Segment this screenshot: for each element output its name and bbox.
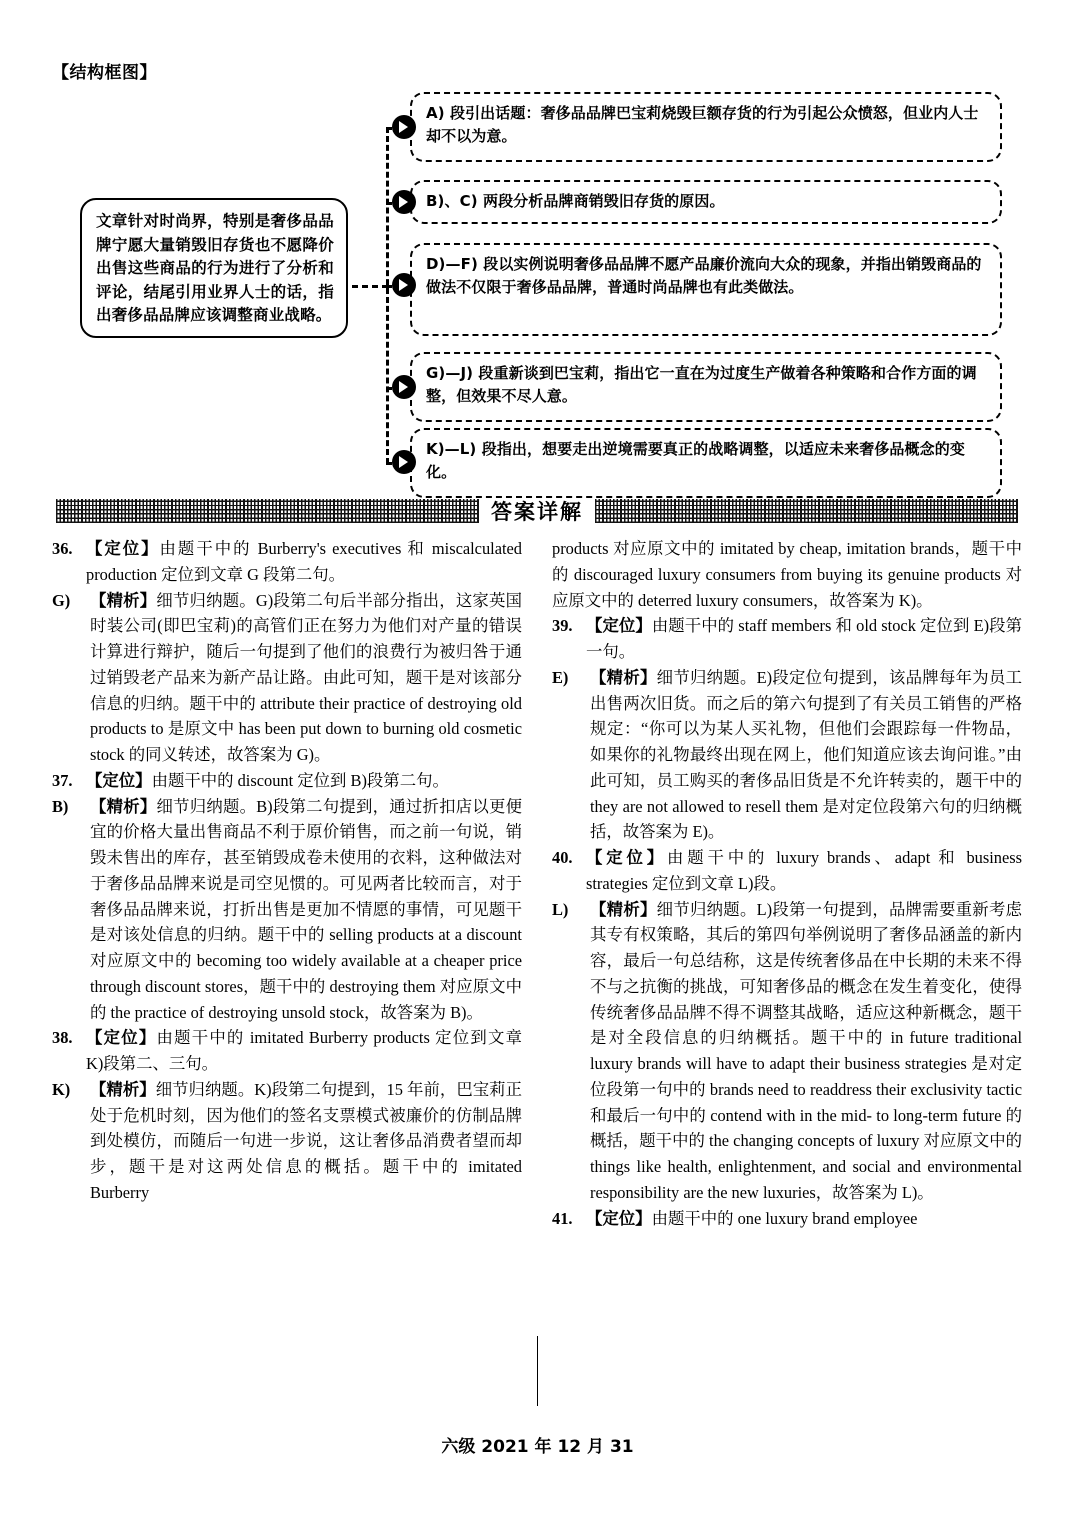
- item-number: 38.: [52, 1028, 73, 1048]
- item-text: 细节归纳题。E)段定位句提到，该品牌每年为员工出售两次旧货。而之后的第六句提到了有关员工销售的严格规定：“你可以为某人买礼物，但他们会跟踪每一件物品，如果你的礼物最终出现在网上，他们知道应该去询问谁。”由此可知，员工购买的奢侈品旧货是不允许转卖的，题干中的 they are not allowed to resell them 是对定位段第六句的归纳概括，故答案为 E)。: [590, 667, 1022, 842]
- banner-title: 答案详解: [491, 500, 583, 524]
- explanation-item: [52, 768, 522, 794]
- explanation-item: [552, 897, 1022, 1206]
- item-text: 细节归纳题。G)段第二句后半部分指出，这家英国时装公司(即巴宝莉)的高管们正在努力为他们对产量的错误计算进行辩护，随后一句提到了他们的浪费行为被归咎于通过销毁老产品来为新产品让路。由此可知，题干是对该部分信息的归纳。题干中的 attribute their practice of destroying old products to 是原文中 has been put down to burning old cosmetic stock 的同义转述，故答案为 G)。: [90, 590, 523, 764]
- item-text: 由题干中的 discount 定位到 B)段第二句。: [151, 770, 449, 790]
- structure-box: K)—L) 段指出，想要走出逆境需要真正的战略调整，以适应未来奢侈品概念的变化。: [410, 428, 1002, 498]
- item-number: G): [52, 590, 71, 610]
- explanation-item: [552, 665, 1022, 845]
- left-column: [52, 536, 522, 1206]
- item-number: 39.: [552, 616, 573, 636]
- structure-box: G)—J) 段重新谈到巴宝莉，指出它一直在为过度生产做着各种策略和合作方面的调整，但效果不尽人意。: [410, 352, 1002, 422]
- banner-hatch-right: [595, 499, 1018, 523]
- item-head: 【精析】: [90, 590, 157, 610]
- item-text: 细节归纳题。B)段第二句提到，通过折扣店以更便宜的价格大量出售商品不利于原价销售，而之前一句说，销毁未售出的库存，甚至销毁成卷未使用的衣料，这种做法对于奢侈品品牌来说是司空见惯的。可见两者比较而言，对于奢侈品品牌来说，打折出售是更加不情愿的事情，可见题干是对该处信息的归纳。题干中的 selling products at a discount 对应原文中的 becoming too widely available at a cheaper price through discount stores，题干中的 destroying them 对应原文中的 the practice of destroying unsold stock，故答案为 B)。: [90, 796, 523, 1022]
- explanation-item: [552, 845, 1022, 897]
- item-number: K): [52, 1079, 71, 1099]
- item-text: 由题干中的 Burberry's executives 和 miscalculated production 定位到文章 G 段第二句。: [86, 539, 523, 584]
- item-text: 由题干中的 luxury brands、adapt 和 business strategies 定位到文章 L)段。: [586, 848, 1023, 893]
- item-head: 【精析】: [590, 667, 657, 687]
- item-number: L): [552, 899, 569, 919]
- explanation-item: [552, 1206, 1022, 1232]
- footer-text: 六级 2021 年 12 月 31: [441, 1437, 634, 1457]
- page-footer: [0, 1432, 1075, 1457]
- item-head: 【精析】: [590, 899, 657, 919]
- connector-stub: [352, 285, 388, 288]
- explanation-item: [552, 613, 1022, 665]
- item-head: 【精析】: [90, 796, 157, 816]
- continued-text: products 对应原文中的 imitated by cheap, imitation brands，题干中的 discouraged luxury consumers from buying its genuine products 对应原文中的 deterred luxury consumers，故答案为 K)。: [552, 539, 1022, 610]
- item-head: 【定位】: [86, 770, 152, 790]
- structure-box: B)、C) 两段分析品牌商销毁旧存货的原因。: [410, 180, 1002, 224]
- item-head: 【定位】: [86, 1028, 157, 1048]
- explanation-item: [52, 1077, 522, 1206]
- explanation-item: [52, 794, 522, 1026]
- connector-trunk: [386, 127, 389, 464]
- summary-box: 文章针对时尚界，特别是奢侈品品牌宁愿大量销毁旧存货也不愿降价出售这些商品的行为进行了分析和评论，结尾引用业界人士的话，指出奢侈品品牌应该调整商业战略。: [80, 198, 348, 338]
- item-text: 由题干中的 imitated Burberry products 定位到文章 K)段第二、三句。: [86, 1028, 523, 1073]
- banner-hatch-left: [56, 499, 479, 523]
- item-number: B): [52, 796, 69, 816]
- item-number: E): [552, 667, 569, 687]
- explanation-item: [52, 1025, 522, 1077]
- right-column: [552, 536, 1022, 1231]
- answer-explanations: [52, 536, 1022, 1406]
- explanation-item: [52, 536, 522, 588]
- column-divider: [537, 1336, 538, 1406]
- item-head: 【定位】: [586, 616, 652, 636]
- item-head: 【精析】: [90, 1079, 156, 1099]
- item-text: 由题干中的 staff members 和 old stock 定位到 E)段第一句。: [586, 616, 1022, 661]
- item-text: 细节归纳题。L)段第一句提到，品牌需要重新考虑其专有权策略，其后的第四句举例说明了奢侈品涵盖的新内容，最后一句总结称，这是传统奢侈品在中长期的未来不得不与之抗衡的挑战，可知奢侈品的概念在发生着变化，使得传统奢侈品品牌不得不调整其战略，适应这种新概念，题干是对全段信息的归纳概括。题干中的 in future traditional luxury brands will have to adapt their business strategies 是对定位段第一句中的 brands need to readdress their exclusivity tactic 和最后一句中的 contend with in the mid- to long-term future 的概括，题干中的 the changing concepts of luxury 对应原文中的 things like health, enlightenment, and social and environmental responsibility are the new luxuries，故答案为 L)。: [590, 899, 1022, 1202]
- item-head: 【定位】: [86, 539, 160, 558]
- section-banner: [56, 496, 1018, 526]
- structure-diagram-title: 【结构框图】: [52, 63, 157, 83]
- explanation-item: [52, 588, 522, 768]
- structure-diagram: [0, 0, 1075, 482]
- structure-box: D)—F) 段以实例说明奢侈品品牌不愿产品廉价流向大众的现象，并指出销毁商品的做法不仅限于奢侈品品牌，普通时尚品牌也有此类做法。: [410, 243, 1002, 336]
- item-number: 37.: [52, 770, 73, 790]
- item-head: 【定位】: [586, 1208, 652, 1228]
- item-text: 由题干中的 one luxury brand employee: [651, 1208, 918, 1228]
- item-text: 细节归纳题。K)段第二句提到，15 年前，巴宝莉正处于危机时刻，因为他们的签名支票模式被廉价的仿制品牌到处模仿，而随后一句进一步说，这让奢侈品消费者望而却步，题干是对这两处信息的概括。题干中的 imitated Burberry: [90, 1079, 522, 1202]
- item-head: 【定位】: [586, 848, 668, 867]
- structure-box: A) 段引出话题：奢侈品品牌巴宝莉烧毁巨额存货的行为引起公众愤怒，但业内人士却不以为意。: [410, 92, 1002, 162]
- item-number: 36.: [52, 539, 73, 558]
- item-number: 41.: [552, 1208, 573, 1228]
- item-number: 40.: [552, 848, 573, 867]
